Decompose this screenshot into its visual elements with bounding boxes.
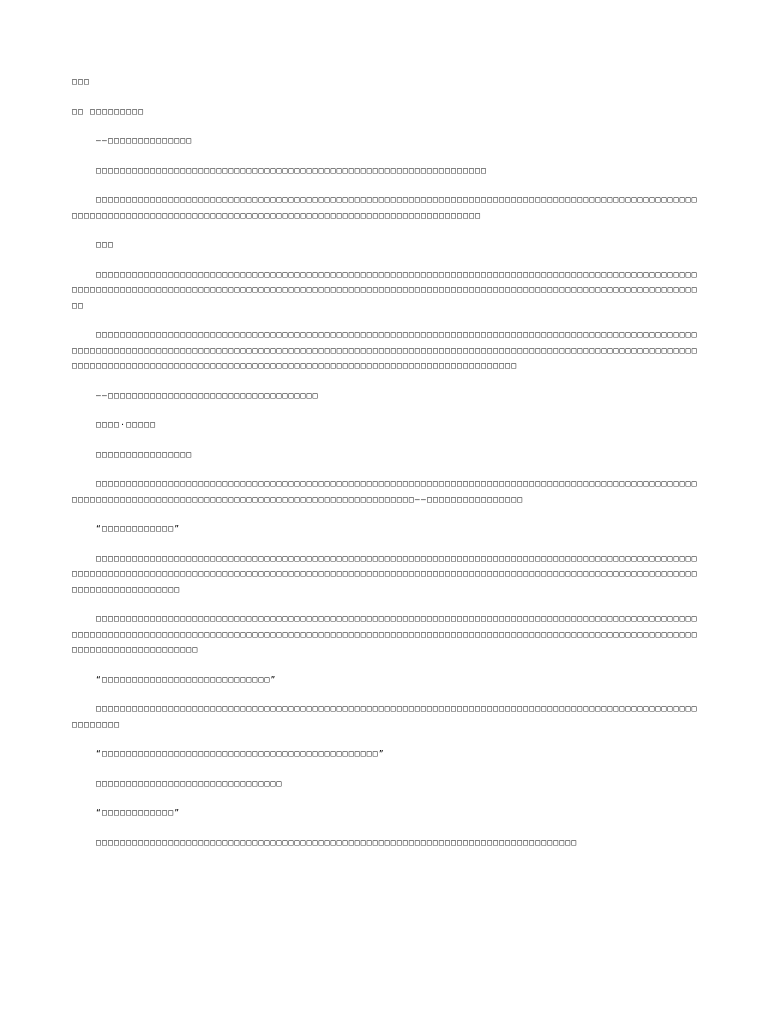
paragraph: □□□□□□□□□□□□□□□□□□□□□□□□□□□□□□□□□□□□□□□□□□□□□□□□□□□□□□□□□□□□□□□□□□□□□□□□□□□□□□□□□□□□□□□□□□□□□□□□□□□□□□□□□□□□□□□□□□□□□□□□□□□□□□□□□□□□□□□□□□□□□□□□□□□□□□□□□□□□□□□□□□□□□□□□□□□□□□□□□□□□□□□□□□□□□□□□□□□□□□□□□□□□□□□□□□□□□□□□□□□□□□ [72,553,698,594]
paragraph: “□□□□□□□□□□□□” [96,808,181,817]
paragraph: □□□□□□□□□□□□□□□□□□□□□□□□□□□□□□□□□□□□□□□□□□□□□□□□□□□□□□□□□□□□□□□□□ [96,165,488,175]
paragraph: □□□ [96,240,115,249]
paragraph: ——□□□□□□□□□□□□□□ [96,136,193,145]
paragraph: “□□□□□□□□□□□□□□□□□□□□□□□□□□□□” [96,674,277,684]
paragraph: □□□□□□□□□□□□□□□□□□□□□□□□□□□□□□□□□□□□□□□□□□□□□□□□□□□□□□□□□□□□□□□□□□□□□□□□□□□□□□□□□□□□□□□□□□□□□□□□□□□□□□□□□□□□□□□□□□□□□□□□□□□□□□□□□□□□□□□□□□□□□□□□□□□□□□□□□□□□□□□□□□□□□□□□□□□□□□□□□□□□□□□□□□□□□□□□□□□□□□□□□□□□□□ [72,269,698,310]
paragraph: □□□□□□□□□□□□□□□□□□□□□□□□□□□□□□□□□□□□□□□□□□□□□□□□□□□□□□□□□□□□□□□□□□□□□□□□□□□□□□□□□□□□□□□□□□□□□□□□□□□□□□□□□□□□□□□□□□□□□□□□□□□□□□□□□□□□□□□□□□□□□□□□□□□□□□□□□□□□□——□□□□□□□□□□□□□□□□ [72,479,698,504]
paragraph: □□□□□□□□□□□□□□□□□□□□□□□□□□□□□□□ [96,778,283,788]
paragraph: □□□□□□□□□□□□□□□□ [96,449,193,459]
paragraph: “□□□□□□□□□□□□” [96,524,181,533]
paragraph: □□□□·□□□□□ [96,420,157,429]
chapter-heading: □□ □□□□□□□□□ [72,106,145,116]
paragraph: □□□□□□□□□□□□□□□□□□□□□□□□□□□□□□□□□□□□□□□□□□□□□□□□□□□□□□□□□□□□□□□□□□□□□□□□□□□□□□□□□□□□□□□□□□□□□□□□□□□□□□□□□□□□□□□□□□□□□□□□□□□□□□□□□□□□□□□□□□□□□□□□□□□□□□□□□□□□□□□□□□□□□□□□□□□□□□□□□□□□□□□□□□□□□□□□□□□□□□□□□□□□□□□□□□□□□□□□□□□□□□□□□ [72,614,698,654]
paragraph: □□□□□□□□□□□□□□□□□□□□□□□□□□□□□□□□□□□□□□□□□□□□□□□□□□□□□□□□□□□□□□□□□□□□□□□□□□□□□□□□□□□□□□□□□□□□□□□□□□□□□□□□□□□□□□□□□□□□□□□□□□□□□□□□□□□□□□□□□□□□□□□□□□□□□□□□□□□□□□□□□□□□□□□□ [72,195,698,220]
paragraph: “□□□□□□□□□□□□□□□□□□□□□□□□□□□□□□□□□□□□□□□□□□□□□□” [96,749,385,758]
document-title: □□□ [72,77,91,86]
paragraph: □□□□□□□□□□□□□□□□□□□□□□□□□□□□□□□□□□□□□□□□□□□□□□□□□□□□□□□□□□□□□□□□□□□□□□□□□□□□□□□□□□□□□□□□□□□□□□□□□□□□□□□□□□□□ [72,704,698,729]
paragraph: ——□□□□□□□□□□□□□□□□□□□□□□□□□□□□□□□□□□□ [96,390,319,400]
paragraph: □□□□□□□□□□□□□□□□□□□□□□□□□□□□□□□□□□□□□□□□□□□□□□□□□□□□□□□□□□□□□□□□□□□□□□□□□□□□□□□□ [96,837,578,847]
document-page [72,74,698,864]
document-body [72,133,698,850]
paragraph: □□□□□□□□□□□□□□□□□□□□□□□□□□□□□□□□□□□□□□□□□□□□□□□□□□□□□□□□□□□□□□□□□□□□□□□□□□□□□□□□□□□□□□□□□□□□□□□□□□□□□□□□□□□□□□□□□□□□□□□□□□□□□□□□□□□□□□□□□□□□□□□□□□□□□□□□□□□□□□□□□□□□□□□□□□□□□□□□□□□□□□□□□□□□□□□□□□□□□□□□□□□□□□□□□□□□□□□□□□□□□□□□□□□□□□□□□□□□□□□□□□□□□□□□□□□□□□□□□□□□□□□□□□□□□□□□□□□□□□ [72,330,698,370]
